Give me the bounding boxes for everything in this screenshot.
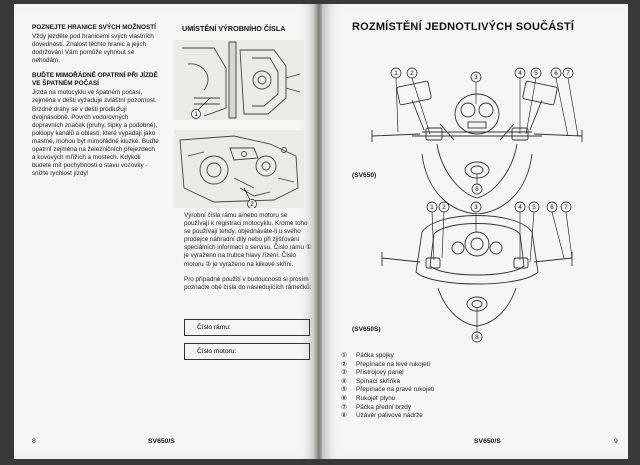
fig1-callout-1: 1 xyxy=(394,70,398,78)
components-legend xyxy=(340,352,434,421)
legend-number: ⑧ xyxy=(341,412,347,420)
legend-item xyxy=(340,386,434,395)
vin-callout-2: 2 xyxy=(250,202,254,208)
legend-number: ③ xyxy=(341,369,347,377)
fig2-callout-2: 2 xyxy=(442,204,446,212)
fig1-callout-8: 8 xyxy=(475,186,479,194)
legend-text: Přepínače na pravé rukojeti xyxy=(356,386,435,394)
fig1-callout-2: 2 xyxy=(410,70,414,78)
right-footer-model: SV650/S xyxy=(474,438,501,445)
section-heading: POZNEJTE HRANICE SVÝCH MOŽNOSTÍ xyxy=(32,24,156,31)
legend-item xyxy=(340,412,434,421)
vin-callout-1: 1 xyxy=(194,112,198,119)
frame-number-box xyxy=(184,319,310,336)
fig2-callout-4: 4 xyxy=(518,204,522,212)
legend-item xyxy=(340,404,434,413)
legend-number: ① xyxy=(341,352,347,359)
engine-number-label: Číslo motoru: xyxy=(197,348,237,355)
section-text: Jízda na motocyklu ve špatném počasí, zejména v dešti vyžaduje zvláštní pozornost. Brzdné dráhy se v dešti prodlužují dvojnásobně. Povrch vodorovných dopravních značek (pruhy, šipky a podobně), poklopy kanálů a oblasti, které vypadají jako mastné, mohou být mimořádně kluzké. Buďte opatrní zejména na železničních přejezdech a kovových mřížích a mostech. Kdykoli budete mít pochybnosti o stavu vozovky - snižte rychlost jízdy! xyxy=(32,89,159,178)
vin-paragraph-2: Pro případné použití v budoucnosti si prosím poznačte obě čísla do následujících rámečků: xyxy=(184,275,312,291)
sv650-label: (SV650) xyxy=(352,172,377,179)
left-footer-model: SV650/S xyxy=(148,438,175,445)
sv650-components-illustration xyxy=(342,44,612,214)
components-title: ROZMÍSTĚNÍ JEDNOTLIVÝCH SOUČÁSTÍ xyxy=(352,21,575,33)
legend-text: Spínací skříňka xyxy=(356,377,401,385)
fig1-callout-3: 3 xyxy=(474,74,478,82)
fig2-callout-7: 7 xyxy=(564,204,568,212)
vin-text-column xyxy=(184,212,312,299)
fig2-callout-6: 6 xyxy=(550,204,554,212)
frame-number-label: Číslo rámu: xyxy=(197,324,231,331)
fig1-callout-5: 5 xyxy=(534,70,538,78)
legend-text: Přístrojový panel xyxy=(356,369,404,377)
fig1-callout-6: 6 xyxy=(554,70,558,78)
left-text-column xyxy=(32,24,160,185)
engine-number-box xyxy=(184,343,310,360)
legend-text: Přepínače na levé rukojeti xyxy=(356,360,430,368)
legend-number: ⑥ xyxy=(341,394,347,402)
section-heading: BUĎTE MIMOŘÁDNĚ OPATRNÍ PŘI JÍZDĚ VE ŠPATNÉM POČASÍ xyxy=(32,72,158,88)
section-know-limits xyxy=(32,24,160,65)
fig1-callout-7: 7 xyxy=(566,70,570,78)
section-bad-weather xyxy=(32,72,160,178)
legend-text: Páčka spojky xyxy=(356,352,394,359)
sv650s-label: (SV650S) xyxy=(352,326,381,333)
vin-heading: UMÍSTĚNÍ VÝROBNÍHO ČÍSLA xyxy=(182,24,286,33)
fig2-callout-1: 1 xyxy=(430,204,434,212)
legend-text: Uzávěr palivové nádrže xyxy=(356,412,423,420)
legend-text: Páčka přední brzdy xyxy=(356,403,412,411)
legend-number: ④ xyxy=(341,377,347,385)
sv650s-components-illustration xyxy=(342,192,612,352)
legend-number: ⑦ xyxy=(341,403,347,411)
right-page xyxy=(322,4,628,459)
legend-number: ② xyxy=(341,360,347,368)
right-page-number: 9 xyxy=(614,438,618,445)
fig2-callout-3: 3 xyxy=(474,204,478,212)
left-page-number: 8 xyxy=(32,438,36,445)
section-text: Vždy jezděte pod hranicemi svých vlastních dovedností. Znalost těchto hranic a jejich dodržování Vám pomůže vyhnout se nehodám. xyxy=(32,33,154,65)
fig2-callout-8: 8 xyxy=(475,334,479,342)
fig2-callout-5: 5 xyxy=(532,204,536,212)
vin-location-illustration xyxy=(174,38,304,208)
vin-paragraph-1: Výrobní čísla rámu a/nebo motoru se používají k registraci motocyklu. Kromě toho se používají tehdy, objednáváte-li u svého prodejce náhradní díly nebo při zjišťování speciálních informací o servisu. Číslo rámu ① je vyraženo na trubce hlavy řízení. Číslo motoru ② je vyraženo na klikové skříni. xyxy=(184,212,312,268)
legend-item xyxy=(340,395,434,404)
legend-item xyxy=(340,352,434,361)
legend-number: ⑤ xyxy=(341,386,347,394)
fig1-callout-4: 4 xyxy=(518,70,522,78)
legend-item xyxy=(340,361,434,370)
legend-item xyxy=(340,378,434,387)
legend-item xyxy=(340,369,434,378)
left-page xyxy=(14,4,316,459)
legend-text: Rukojeť plynu xyxy=(356,394,396,402)
